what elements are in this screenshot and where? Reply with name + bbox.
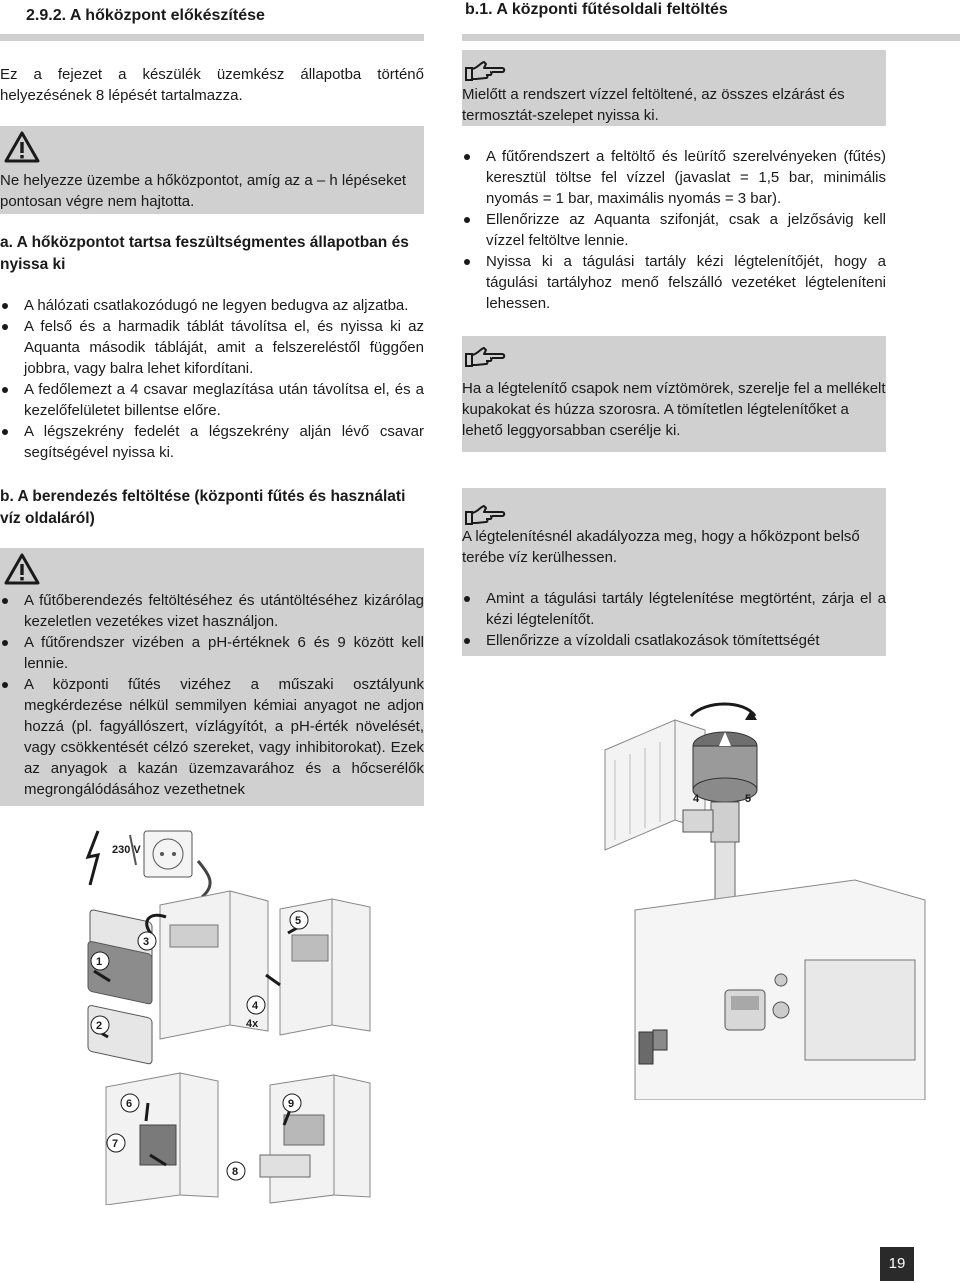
svg-text:1: 1 (96, 956, 103, 968)
subsection-heading: b.1. A központi fűtésoldali feltöltés (465, 1, 728, 18)
svg-text:8: 8 (232, 1166, 239, 1178)
svg-text:6: 6 (126, 1098, 133, 1110)
svg-text:7: 7 (112, 1138, 119, 1150)
warning-box-b (0, 548, 424, 806)
valve-scale-label: 4 (693, 793, 700, 805)
warning-icon (4, 553, 40, 585)
list-item: A fedőlemezt a 4 csavar meglazítása után távolítsa el, és a kezelőfelületet billentse előre. (0, 379, 424, 421)
list-item: A fűtőrendszert a feltöltő és leürítő szerelvényeken (fűtés) keresztül töltse fel vízzel (javaslat = 1,5 bar, minimális nyomás = 1 bar, maximális nyomás = 3 bar). (462, 146, 886, 209)
list-item: A fűtőrendszer vizében a pH-értéknek 6 és 9 között kell lennie. (0, 632, 424, 674)
filling-steps-list (462, 146, 886, 314)
section-heading: 2.9.2. A hőközpont előkészítése (26, 7, 265, 24)
note-text: Ha a légtelenítő csapok nem víztömörek, szerelje fel a mellékelt kupakokat és húzza szorosra. A tömítetlen légtelenítőket a lehető leggyorsabban cserélje ki. (462, 380, 886, 439)
note-box-1 (462, 50, 886, 126)
step-b-title: b. A berendezés feltöltése (központi fűtés és használati víz oldaláról) (0, 488, 406, 527)
note-list (462, 588, 886, 651)
svg-text:3: 3 (143, 936, 150, 948)
list-item: A központi fűtés vizéhez a műszaki osztályunk megkérdezése nélkül semmilyen kémiai anyagot ne adjon hozzá (pl. fagyállószert, vízlágyítót, a pH-érték növelését, vagy csökkentését célzó szereket, vagy inhibitorokat). Ezek az anyagok a kazán üzemzavarához és a hőcserélők megrongálódásához vezethetnek (0, 674, 424, 800)
pointing-hand-icon (464, 346, 506, 368)
pointing-hand-icon (464, 504, 506, 526)
note-text: A légtelenítésnél akadályozza meg, hogy a hőközpont belső terébe víz kerülhessen. (462, 528, 860, 566)
heading-rule (462, 34, 960, 41)
note-text: Mielőtt a rendszert vízzel feltöltené, az összes elzárást és termosztát-szelepet nyissa ki. (462, 86, 845, 124)
step-a-list (0, 295, 424, 463)
venting-valve-figure (595, 690, 930, 1100)
page-number: 19 (880, 1247, 914, 1281)
warning-icon (4, 131, 40, 163)
list-item: A légszekrény fedelét a légszekrény alján lévő csavar segítségével nyissa ki. (0, 421, 424, 463)
socket-icon (144, 831, 192, 877)
svg-text:9: 9 (288, 1098, 295, 1110)
list-item: Ellenőrizze az Aquanta szifonját, csak a jelzősávig kell vízzel feltöltve lennie. (462, 209, 886, 251)
list-item: Amint a tágulási tartály légtelenítése megtörtént, zárja el a kézi légtelenítőt. (462, 588, 886, 630)
note-box-2 (462, 336, 886, 452)
intro-paragraph: Ez a fejezet a készülék üzemkész állapotba történő helyezésének 8 lépését tartalmazza. (0, 66, 424, 104)
warning-box (0, 126, 424, 214)
svg-text:2: 2 (96, 1020, 103, 1032)
svg-text:5: 5 (295, 915, 302, 927)
voltage-label: 230 V (112, 844, 141, 856)
note-box-3 (462, 488, 886, 656)
svg-text:4x: 4x (246, 1018, 259, 1030)
step-a-title: a. A hőközpontot tartsa feszültségmentes állapotban és nyissa ki (0, 234, 409, 273)
valve-scale-label: 5 (745, 793, 752, 805)
list-item: Ellenőrizze a vízoldali csatlakozások tömítettségét (462, 630, 886, 651)
svg-text:4: 4 (252, 1000, 259, 1012)
heading-rule (0, 34, 424, 41)
list-item: A felső és a harmadik táblát távolítsa el, és nyissa ki az Aquanta második tábláját, amit a felszereléstől függően jobbra, vagy balra lehet kifordítani. (0, 316, 424, 379)
warning-list (0, 590, 424, 800)
pointing-hand-icon (464, 60, 506, 82)
list-item: A hálózati csatlakozódugó ne legyen bedugva az aljzatba. (0, 295, 424, 316)
opening-steps-figure (70, 825, 410, 1205)
list-item: Nyissa ki a tágulási tartály kézi légtelenítőjét, hogy a tágulási tartályhoz menő felszálló vezetéket légteleníteni lehessen. (462, 251, 886, 314)
warning-text: Ne helyezze üzembe a hőközpontot, amíg az a – h lépéseket pontosan végre nem hajtotta. (0, 172, 407, 210)
list-item: A fűtőberendezés feltöltéséhez és utántöltéséhez kizárólag kezeletlen vezetékes vizet használjon. (0, 590, 424, 632)
